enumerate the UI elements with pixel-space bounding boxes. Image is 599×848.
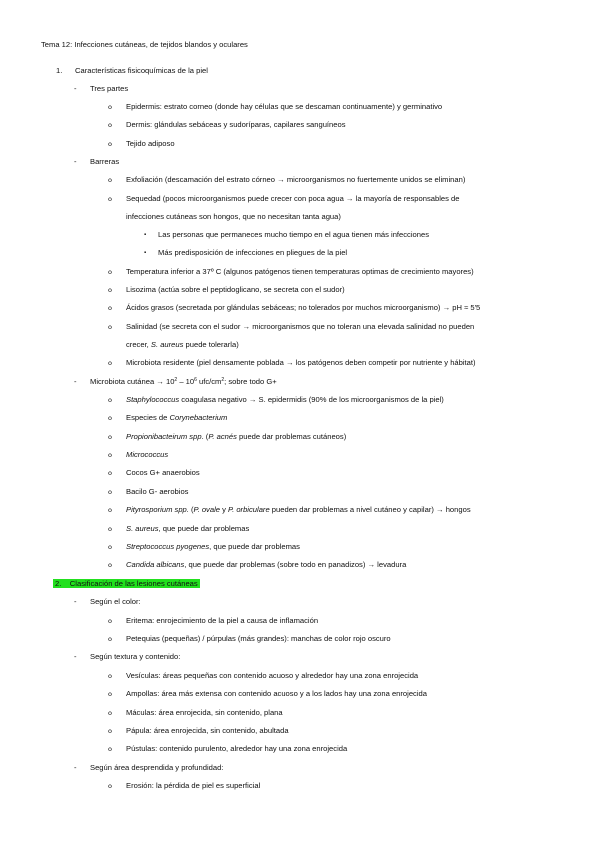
list-item: Pityrosporium spp. (P. ovale y P. orbiculare pueden dar problemas a nivel cutáneo y capilar) → hongos — [126, 505, 471, 514]
circle-bullet: o — [108, 727, 112, 735]
list-item: Salinidad (se secreta con el sudor → microorganismos que no toleran una elevada salinidad no pueden — [126, 322, 475, 331]
list-item: Candida albicans, que puede dar problemas (sobre todo en panadizos) → levadura — [126, 560, 407, 569]
list-item: Lisozima (actúa sobre el peptidoglicano, se secreta con el sudor) — [126, 285, 345, 294]
circle-bullet: o — [108, 414, 112, 422]
circle-bullet: o — [108, 433, 112, 441]
square-bullet: ▪ — [144, 232, 147, 238]
section-2-heading-highlight — [53, 579, 200, 589]
list-item: Temperatura inferior a 37º C (algunos patógenos tienen temperaturas optimas de crecimiento mayores) — [126, 267, 474, 276]
circle-bullet: o — [108, 451, 112, 459]
list-item: Pápula: área enrojecida, sin contenido, abultada — [126, 726, 289, 735]
circle-bullet: o — [108, 543, 112, 551]
dash-bullet: - — [74, 84, 77, 93]
list-item: Micrococcus — [126, 450, 169, 459]
list-item: Epidermis: estrato corneo (donde hay células que se descaman continuamente) y germinativo — [126, 102, 443, 111]
sub-list-item: Las personas que permaneces mucho tiempo en el agua tienen más infecciones — [158, 230, 430, 239]
circle-bullet: o — [108, 140, 112, 148]
circle-bullet: o — [108, 488, 112, 496]
circle-bullet: o — [108, 709, 112, 717]
section-1-number: 1. — [56, 66, 63, 75]
list-item: Pústulas: contenido purulento, alrededor hay una zona enrojecida — [126, 744, 348, 753]
list-item: Streptococcus pyogenes, que puede dar problemas — [126, 542, 300, 551]
list-item: Exfoliación (descamación del estrato córneo → microorganismos no fuertemente unidos se eliminan) — [126, 175, 466, 184]
dash-bullet: - — [74, 597, 77, 606]
square-bullet: ▪ — [144, 250, 147, 256]
list-item-microbiota: Microbiota cutánea → $10^2 - 10^6$ ufc/$cm^2$; sobre todo G+ — [90, 377, 277, 386]
circle-bullet: o — [108, 323, 112, 331]
circle-bullet: o — [108, 525, 112, 533]
circle-bullet: o — [108, 635, 112, 643]
list-item: Sequedad (pocos microorganismos puede crecer con poca agua → la mayoría de responsables de — [126, 194, 460, 203]
circle-bullet: o — [108, 286, 112, 294]
list-item: Bacilo G- aerobios — [126, 487, 189, 496]
circle-bullet: o — [108, 617, 112, 625]
list-item: Microbiota residente (piel densamente poblada → los patógenos deben competir por nutriente y hábitat) — [126, 358, 476, 367]
list-item: Ácidos grasos (secretada por glándulas sebáceas; no tolerados por muchos microorganismo) → pH ≈ 5'5 — [126, 303, 481, 312]
section-2-heading: 2. Clasificación de las lesiones cutáneas — [55, 579, 198, 588]
circle-bullet: o — [108, 469, 112, 477]
list-item: Tejido adiposo — [126, 139, 175, 148]
dash-bullet: - — [74, 157, 77, 166]
dash-bullet: - — [74, 652, 77, 661]
list-item: Erosión: la pérdida de piel es superficial — [126, 781, 261, 790]
list-item-continuation: crecer, S. aureus puede tolerarla) — [126, 340, 239, 349]
list-item: Petequias (pequeñas) / púrpulas (más grandes): manchas de color rojo oscuro — [126, 634, 391, 643]
list-item: Propionibacteirum spp. (P. acnés puede dar problemas cutáneos) — [126, 432, 347, 441]
list-item: S. aureus, que puede dar problemas — [126, 524, 250, 533]
circle-bullet: o — [108, 176, 112, 184]
list-item-textura: Según textura y contenido: — [90, 652, 181, 661]
sub-list-item: Más predisposición de infecciones en pliegues de la piel — [158, 248, 348, 257]
circle-bullet: o — [108, 745, 112, 753]
list-item: Dermis: glándulas sebáceas y sudoríparas, capilares sanguíneos — [126, 120, 346, 129]
list-item: Cocos G+ anaerobios — [126, 468, 200, 477]
circle-bullet: o — [108, 782, 112, 790]
list-item: Vesículas: áreas pequeñas con contenido acuoso y alrededor hay una zona enrojecida — [126, 671, 419, 680]
list-item: Especies de Corynebacterium — [126, 413, 228, 422]
circle-bullet: o — [108, 561, 112, 569]
circle-bullet: o — [108, 121, 112, 129]
section-1-heading: Características fisicoquímicas de la piel — [75, 66, 208, 75]
circle-bullet: o — [108, 268, 112, 276]
list-item-barreras: Barreras — [90, 157, 120, 166]
list-item-area: Según área desprendida y profundidad: — [90, 763, 224, 772]
circle-bullet: o — [108, 506, 112, 514]
circle-bullet: o — [108, 672, 112, 680]
circle-bullet: o — [108, 396, 112, 404]
list-item: Máculas: área enrojecida, sin contenido, plana — [126, 708, 283, 717]
document-title: Tema 12: Infecciones cutáneas, de tejidos blandos y oculares — [41, 40, 248, 49]
list-item: Eritema: enrojecimiento de la piel a causa de inflamación — [126, 616, 319, 625]
circle-bullet: o — [108, 195, 112, 203]
list-item-tres-partes: Tres partes — [90, 84, 129, 93]
circle-bullet: o — [108, 359, 112, 367]
list-item-continuation: infecciones cutáneas son hongos, que no necesitan tanta agua) — [126, 212, 341, 221]
circle-bullet: o — [108, 103, 112, 111]
circle-bullet: o — [108, 304, 112, 312]
dash-bullet: - — [74, 763, 77, 772]
list-item: Staphylococcus coagulasa negativo → S. epidermidis (90% de los microorganismos de la piel) — [126, 395, 444, 404]
circle-bullet: o — [108, 690, 112, 698]
list-item-color: Según el color: — [90, 597, 141, 606]
list-item: Ampollas: área más extensa con contenido acuoso y a los lados hay una zona enrojecida — [126, 689, 427, 698]
dash-bullet: - — [74, 377, 77, 386]
